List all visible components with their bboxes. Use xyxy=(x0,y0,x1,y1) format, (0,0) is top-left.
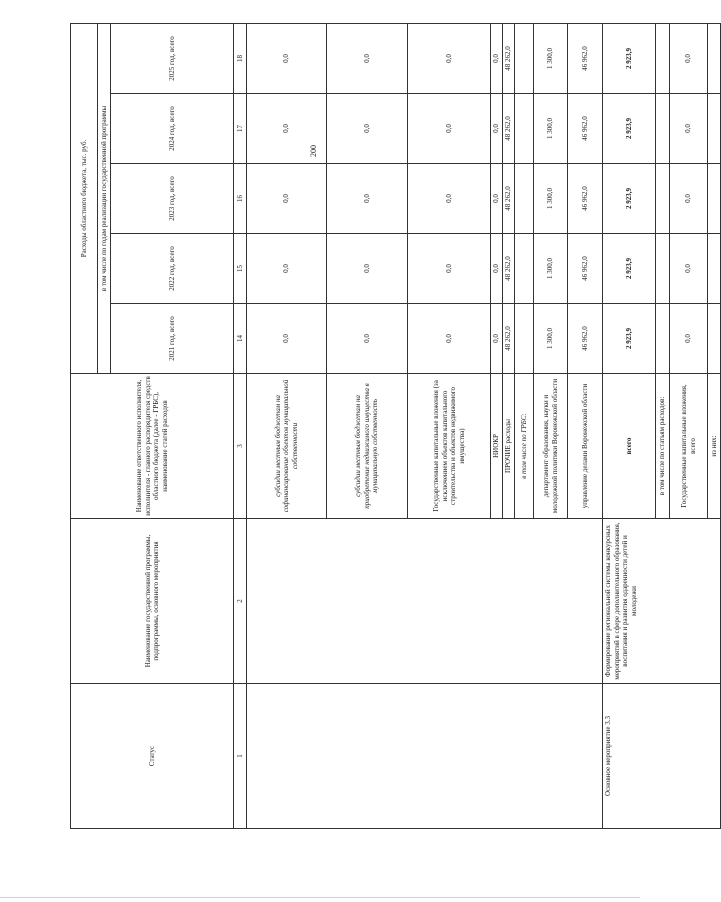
row-label: в том числе по ГРБС: xyxy=(515,374,534,519)
program-cell: Формирование региональной системы конкурсных мероприятий в сфере дополнительного образования, воспитания и развития одаренности детей и молодежи xyxy=(603,519,721,684)
row-label: субсидии местным бюджетам на приобретение недвижимого имущества в муниципальную собственность xyxy=(327,374,408,519)
header-by-year: в том числе по годам реализации государственной программы xyxy=(98,23,111,373)
value-cell: 0,0 xyxy=(408,94,491,164)
value-cell: 1 300,0 xyxy=(534,94,568,164)
value-cell: 48 262,0 xyxy=(503,304,515,374)
value-cell: 0,0 xyxy=(491,164,503,234)
header-year: 2021 год, всего xyxy=(111,304,234,374)
table-row xyxy=(247,23,327,828)
header-year: 2024 год, всего xyxy=(111,94,234,164)
value-cell: 0,0 xyxy=(327,234,408,304)
header-year: 2023 год, всего xyxy=(111,164,234,234)
value-cell: 0,0 xyxy=(247,23,327,93)
row-label: департамент образования, науки и молодежной политики Воронежской области xyxy=(534,374,568,519)
header-expenses: Расходы областного бюджета, тыс. руб. xyxy=(71,23,98,373)
value-cell: 0,0 xyxy=(670,23,708,93)
header-year: 2022 год, всего xyxy=(111,234,234,304)
column-number: 2 xyxy=(234,519,247,684)
value-cell: 0,0 xyxy=(491,94,503,164)
value-cell-empty xyxy=(656,23,670,93)
column-number: 3 xyxy=(234,374,247,519)
value-cell: 2 923,9 xyxy=(603,234,656,304)
value-cell: 0,0 xyxy=(247,164,327,234)
program-cell-empty xyxy=(247,519,603,684)
value-cell: 1 300,0 xyxy=(534,304,568,374)
table-row xyxy=(603,23,656,828)
column-number: 18 xyxy=(234,23,247,93)
header-year: 2025 год, всего xyxy=(111,23,234,93)
value-cell: 0,0 xyxy=(327,23,408,93)
budget-table-rotated xyxy=(70,24,718,829)
bottom-rule xyxy=(0,897,640,898)
value-cell: 2 923,9 xyxy=(603,94,656,164)
value-cell: 0,0 xyxy=(670,304,708,374)
value-cell: 0,0 xyxy=(408,164,491,234)
row-label: Государственные капитальные вложения, всего xyxy=(670,374,708,519)
value-cell: 2 923,9 xyxy=(603,304,656,374)
value-cell: 46 962,0 xyxy=(568,23,603,93)
page-number: 200 xyxy=(309,145,318,157)
value-cell: 46 962,0 xyxy=(568,94,603,164)
value-cell-empty xyxy=(515,164,534,234)
value-cell: 0,0 xyxy=(327,164,408,234)
header-status: Статус xyxy=(71,684,234,829)
row-label: из них: xyxy=(708,374,721,519)
row-label: НИОКР xyxy=(491,374,503,519)
column-number: 15 xyxy=(234,234,247,304)
row-label: в том числе по статьям расходов: xyxy=(656,374,670,519)
value-cell-empty xyxy=(656,304,670,374)
value-cell: 0,0 xyxy=(491,234,503,304)
budget-table xyxy=(70,23,721,829)
value-cell: 48 262,0 xyxy=(503,94,515,164)
value-cell: 1 300,0 xyxy=(534,23,568,93)
value-cell: 0,0 xyxy=(408,304,491,374)
value-cell: 48 262,0 xyxy=(503,164,515,234)
value-cell: 0,0 xyxy=(670,94,708,164)
row-label: управление делами Воронежской области xyxy=(568,374,603,519)
value-cell-empty xyxy=(708,234,721,304)
column-number: 1 xyxy=(234,684,247,829)
value-cell: 1 300,0 xyxy=(534,164,568,234)
value-cell: 0,0 xyxy=(327,304,408,374)
value-cell: 2 923,9 xyxy=(603,164,656,234)
row-label: субсидии местным бюджетам на софинансирование объектов муниципальной собственности xyxy=(247,374,327,519)
status-cell-empty xyxy=(247,684,603,829)
status-cell: Основное мероприятие 3.3 xyxy=(603,684,721,829)
header-program-name: Наименование государственной программы, подпрограммы, основного мероприятия xyxy=(71,519,234,684)
value-cell-empty xyxy=(515,94,534,164)
column-number: 16 xyxy=(234,164,247,234)
value-cell-empty xyxy=(656,234,670,304)
value-cell-empty xyxy=(515,234,534,304)
value-cell: 0,0 xyxy=(670,164,708,234)
row-label: ПРОЧИЕ расходы xyxy=(503,374,515,519)
value-cell: 0,0 xyxy=(247,94,327,164)
value-cell: 0,0 xyxy=(670,234,708,304)
value-cell-empty xyxy=(656,164,670,234)
value-cell: 48 262,0 xyxy=(503,23,515,93)
value-cell: 0,0 xyxy=(491,23,503,93)
value-cell-empty xyxy=(708,23,721,93)
value-cell-empty xyxy=(708,164,721,234)
value-cell: 46 962,0 xyxy=(568,164,603,234)
row-label: всего xyxy=(603,374,656,519)
value-cell: 0,0 xyxy=(408,234,491,304)
value-cell: 46 962,0 xyxy=(568,234,603,304)
value-cell: 2 923,9 xyxy=(603,23,656,93)
header-executor: Наименование ответственного исполнителя, исполнителя - главного распорядителя средств областного бюджета (далее - ГРБС), наименование статей расходов xyxy=(71,374,234,519)
value-cell-empty xyxy=(515,23,534,93)
value-cell: 0,0 xyxy=(247,234,327,304)
column-number: 14 xyxy=(234,304,247,374)
value-cell-empty xyxy=(708,94,721,164)
value-cell: 0,0 xyxy=(327,94,408,164)
value-cell: 1 300,0 xyxy=(534,234,568,304)
value-cell-empty xyxy=(515,304,534,374)
value-cell: 0,0 xyxy=(247,304,327,374)
value-cell: 46 962,0 xyxy=(568,304,603,374)
value-cell: 48 262,0 xyxy=(503,234,515,304)
value-cell: 0,0 xyxy=(491,304,503,374)
value-cell: 0,0 xyxy=(408,23,491,93)
value-cell-empty xyxy=(656,94,670,164)
column-number: 17 xyxy=(234,94,247,164)
row-label: Государственные капитальные вложения (за исключением объектов капитального строительства и объектов недвижимого имущества) xyxy=(408,374,491,519)
value-cell-empty xyxy=(708,304,721,374)
